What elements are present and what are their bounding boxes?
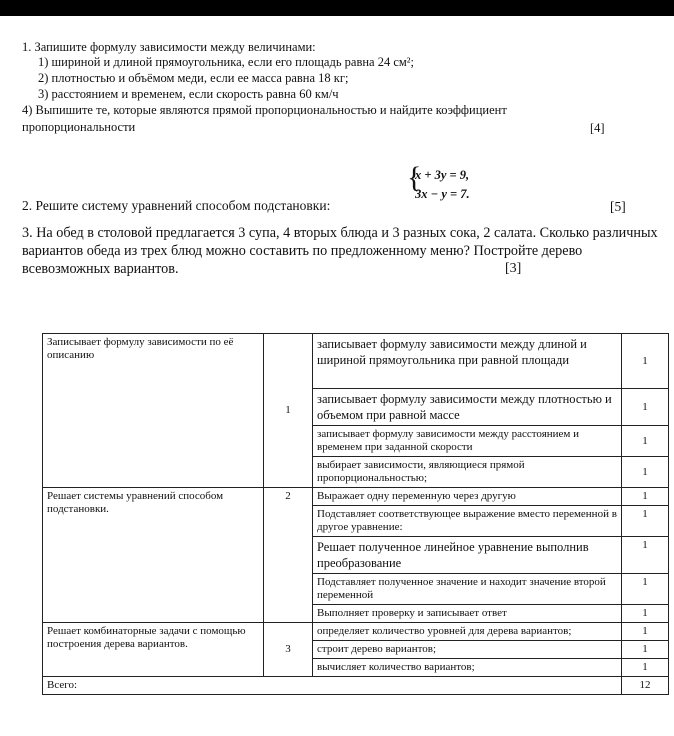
q1-title: 1. Запишите формулу зависимости между величинами: <box>22 40 316 54</box>
q3-text: 3. На обед в столовой предлагается 3 супа, 4 вторых блюда и 3 разных сока, 2 салата. Сколько различных вариантов обеда из трех блюд можно составить по предложенному меню? Постройте дерево всевозможных вариантов. <box>22 225 658 277</box>
table-row <box>43 334 669 389</box>
criterion-3: Решает комбинаторные задачи с помощью построения дерева вариантов. <box>43 623 264 677</box>
q1-item2: 2) плотностью и объёмом меди, если ее масса равна 18 кг; <box>38 71 349 85</box>
q1-points: [4] <box>590 121 605 135</box>
task-number-2: 2 <box>264 488 313 623</box>
mark: 1 <box>622 641 669 659</box>
criterion-1: Записывает формулу зависимости по её описанию <box>43 334 264 488</box>
top-black-bar <box>0 0 674 16</box>
q2-points: [5] <box>610 199 626 214</box>
mark: 1 <box>622 334 669 389</box>
descriptor: записывает формулу зависимости между длиной и шириной прямоугольника при равной площади <box>313 334 622 389</box>
mark: 1 <box>622 537 669 574</box>
descriptor: Выполняет проверку и записывает ответ <box>313 605 622 623</box>
q1-item3: 3) расстоянием и временем, если скорость равна 60 км/ч <box>38 87 339 101</box>
q1-item4-cont: пропорциональности <box>22 120 136 134</box>
descriptor: записывает формулу зависимости между плотностью и объемом при равной массе <box>313 389 622 426</box>
mark: 1 <box>622 623 669 641</box>
q2-text: 2. Решите систему уравнений способом подстановки: <box>22 198 331 213</box>
mark: 1 <box>622 488 669 506</box>
criterion-2: Решает системы уравнений способом подстановки. <box>43 488 264 623</box>
equation-system <box>407 161 470 204</box>
descriptor: выбирает зависимости, являющиеся прямой пропорциональностью; <box>313 457 622 488</box>
descriptor: Подставляет соответствующее выражение вместо переменной в другое уравнение: <box>313 506 622 537</box>
mark: 1 <box>622 574 669 605</box>
task-number-3: 3 <box>264 623 313 677</box>
task-number-1: 1 <box>264 334 313 488</box>
q1-item1: 1) шириной и длиной прямоугольника, если его площадь равна 24 см²; <box>38 55 415 69</box>
descriptor: Подставляет полученное значение и находит значение второй переменной <box>313 574 622 605</box>
mark: 1 <box>622 389 669 426</box>
mark: 1 <box>622 506 669 537</box>
mark: 1 <box>622 426 669 457</box>
rubric-table <box>42 333 669 695</box>
brace-icon: { <box>407 161 422 194</box>
total-row <box>43 677 669 695</box>
descriptor: записывает формулу зависимости между расстоянием и временем при заданной скорости <box>313 426 622 457</box>
mark: 1 <box>622 457 669 488</box>
mark: 1 <box>622 659 669 677</box>
equation-1: x + 3y = 9, <box>415 168 470 182</box>
descriptor: определяет количество уровней для дерева вариантов; <box>313 623 622 641</box>
q1-item4: 4) Выпишите те, которые являются прямой пропорциональностью и найдите коэффициент <box>22 103 507 117</box>
total-value: 12 <box>622 677 669 695</box>
descriptor: вычисляет количество вариантов; <box>313 659 622 677</box>
descriptor: Выражает одну переменную через другую <box>313 488 622 506</box>
descriptor: строит дерево вариантов; <box>313 641 622 659</box>
descriptor: Решает полученное линейное уравнение выполнив преобразование <box>313 537 622 574</box>
mark: 1 <box>622 605 669 623</box>
table-row <box>43 488 669 506</box>
total-label: Всего: <box>43 677 622 695</box>
equation-2: 3x − y = 7. <box>415 187 470 201</box>
table-row <box>43 623 669 641</box>
q3-points: [3] <box>505 261 522 276</box>
